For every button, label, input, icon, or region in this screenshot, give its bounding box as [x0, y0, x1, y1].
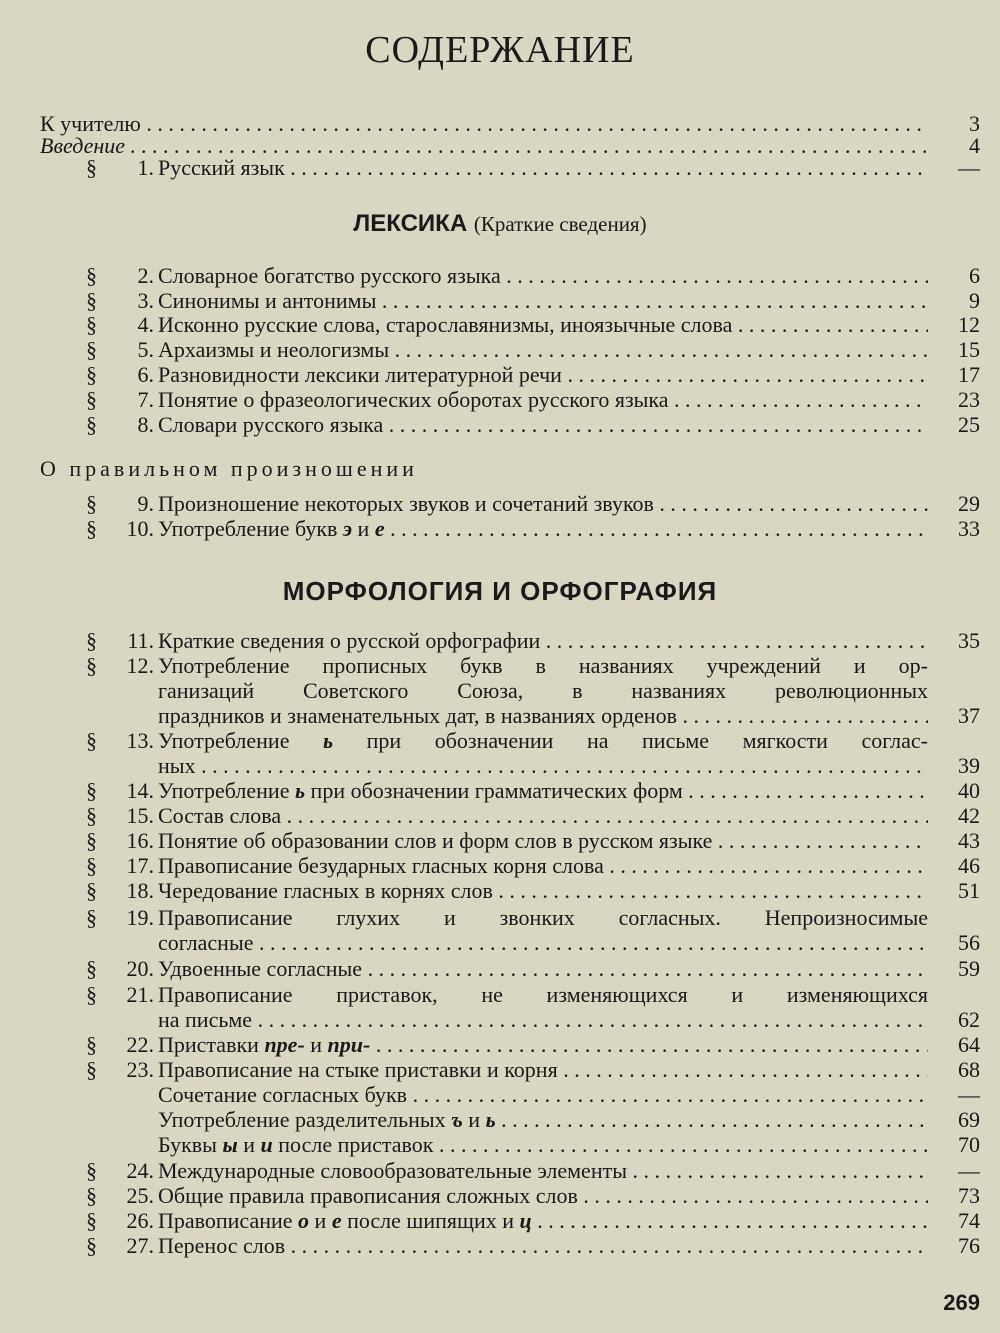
entry-page: 35 [958, 628, 980, 653]
entry-text: Чередование гласных в корнях слов . . . [158, 879, 928, 903]
section-heading-lexika [0, 210, 1000, 238]
entry-text: Понятие об образовании слов и форм слов в русском языке . . . [158, 829, 928, 853]
text-part: после приставок [272, 1133, 434, 1157]
entry-page: 40 [958, 778, 980, 803]
text-part: после шипящих и [341, 1209, 520, 1233]
entry-text: Состав слова . . . [158, 804, 928, 828]
prefix-emphasis: при- [327, 1033, 371, 1057]
entry-page: 3 [969, 111, 980, 136]
text-part: Употребление разделительных [158, 1108, 452, 1132]
entry-text: Словари русского языка . . . [158, 413, 928, 437]
letter-emphasis: о [298, 1209, 310, 1233]
toc-entry [0, 313, 1000, 337]
toc-entry [0, 1184, 1000, 1208]
toc-entry [0, 413, 1000, 437]
toc-entry [0, 492, 1000, 516]
toc-entry [0, 112, 1000, 136]
entry-text: Общие правила правописания сложных слов . . . [158, 1184, 928, 1208]
toc-entry [0, 983, 1000, 1007]
section-sign: § [86, 1057, 97, 1082]
entry-page: 9 [969, 288, 980, 313]
entry-page: 12 [958, 312, 980, 337]
entry-text: Международные словообразовательные элементы . . . [158, 1159, 928, 1183]
entry-number: 3. [137, 288, 154, 313]
entry-number: 22. [126, 1032, 154, 1057]
toc-subentry [0, 1083, 1000, 1107]
entry-text: ных . . . [158, 754, 928, 778]
entry-number: 18. [126, 878, 154, 903]
entry-text: Краткие сведения о русской орфографии . . . [158, 629, 928, 653]
entry-number: 19. [126, 905, 154, 930]
entry-page: 62 [958, 1007, 980, 1032]
section-sign: § [86, 1208, 97, 1233]
section-sign: § [86, 1233, 97, 1258]
entry-text: Правописание безударных гласных корня слова . . . [158, 854, 928, 878]
section-sign: § [86, 853, 97, 878]
letter-emphasis: ц [519, 1209, 532, 1233]
entry-text: Архаизмы и неологизмы . . . [158, 338, 928, 362]
entry-text [158, 1209, 928, 1233]
entry-text [158, 517, 928, 541]
text-part: и [304, 1033, 328, 1057]
toc-entry-continuation [0, 754, 1000, 778]
entry-text: Понятие о фразеологических оборотах русского языка . . . [158, 388, 928, 412]
entry-page: 6 [969, 263, 980, 288]
letter-emphasis: ы [222, 1133, 238, 1157]
entry-number: 10. [126, 516, 154, 541]
text-part: Употребление [158, 779, 295, 803]
section-subtitle: (Краткие сведения) [473, 212, 647, 236]
entry-page: 69 [958, 1107, 980, 1132]
entry-text: на письме . . . [158, 1008, 928, 1032]
entry-number: 8. [137, 412, 154, 437]
section-sign: § [86, 155, 97, 180]
toc-entry [0, 1033, 1000, 1057]
entry-text: согласные . . . [158, 931, 928, 955]
toc-entry [0, 388, 1000, 412]
entry-page: 68 [958, 1057, 980, 1082]
entry-text: Сочетание согласных букв . . . [158, 1083, 928, 1107]
entry-number: 9. [137, 491, 154, 516]
toc-entry [0, 779, 1000, 803]
section-sign: § [86, 1032, 97, 1057]
section-sign: § [86, 905, 97, 930]
toc-entry [0, 829, 1000, 853]
entry-number: 20. [126, 956, 154, 981]
entry-page: 59 [958, 956, 980, 981]
toc-entry [0, 264, 1000, 288]
entry-number: 2. [137, 263, 154, 288]
text-part: и [352, 517, 375, 541]
entry-page: 33 [958, 516, 980, 541]
section-sign: § [86, 387, 97, 412]
section-sign: § [86, 982, 97, 1007]
entry-text: Введение . . . [40, 134, 928, 158]
entry-text: Правописание приставок, не изменяющихся и изменяющихся [158, 983, 928, 1007]
section-sign: § [86, 491, 97, 516]
entry-page: 70 [958, 1132, 980, 1157]
entry-number: 16. [126, 828, 154, 853]
letter-emphasis: ь [485, 1108, 496, 1132]
entry-page: 74 [958, 1208, 980, 1233]
toc-entry [0, 729, 1000, 753]
entry-text: К учителю . . . [40, 112, 928, 136]
section-sign: § [86, 728, 97, 753]
entry-text: Разновидности лексики литературной речи . . . [158, 363, 928, 387]
entry-text [158, 729, 928, 753]
text-part: при обозначении на письме мягкости соглас- [333, 729, 928, 753]
entry-text: Удвоенные согласные . . . [158, 957, 928, 981]
entry-number: 5. [137, 337, 154, 362]
entry-page: 17 [958, 362, 980, 387]
toc-entry-continuation [0, 931, 1000, 955]
letter-emphasis: ъ [451, 1108, 463, 1132]
entry-number: 21. [126, 982, 154, 1007]
section-sign: § [86, 956, 97, 981]
entry-page: 4 [969, 133, 980, 158]
entry-number: 15. [126, 803, 154, 828]
text-part: Употребление [158, 729, 324, 753]
toc-entry [0, 879, 1000, 903]
entry-page: 15 [958, 337, 980, 362]
entry-page: 25 [958, 412, 980, 437]
page-number: 269 [943, 1290, 980, 1315]
entry-number: 27. [126, 1233, 154, 1258]
section-sign: § [86, 1183, 97, 1208]
toc-entry [0, 338, 1000, 362]
section-sign: § [86, 362, 97, 387]
toc-entry [0, 906, 1000, 930]
entry-number: 6. [137, 362, 154, 387]
section-sign: § [86, 412, 97, 437]
entry-page: 73 [958, 1183, 980, 1208]
entry-page: 23 [958, 387, 980, 412]
toc-entry [0, 363, 1000, 387]
toc-entry [0, 289, 1000, 313]
text-part: Буквы [158, 1133, 223, 1157]
toc-subentry [0, 1133, 1000, 1157]
section-sign: § [86, 337, 97, 362]
section-title: МОРФОЛОГИЯ И ОРФОГРАФИЯ [282, 576, 718, 606]
entry-number: 25. [126, 1183, 154, 1208]
toc-entry [0, 1058, 1000, 1082]
entry-number: 4. [137, 312, 154, 337]
text-part: Приставки [158, 1033, 265, 1057]
section-title: ЛЕКСИКА [353, 210, 468, 237]
prefix-emphasis: пре- [264, 1033, 305, 1057]
text-part: при обозначении грамматических форм [305, 779, 683, 803]
entry-page: 43 [958, 828, 980, 853]
section-sign: § [86, 878, 97, 903]
entry-page: 37 [958, 703, 980, 728]
entry-text: Произношение некоторых звуков и сочетаний звуков . . . [158, 492, 928, 516]
toc-entry [0, 1159, 1000, 1183]
letter-emphasis: э [342, 517, 353, 541]
entry-text: Синонимы и антонимы . . . [158, 289, 928, 313]
entry-text [158, 1133, 928, 1157]
entry-text: праздников и знаменательных дат, в названиях орденов . . . [158, 704, 928, 728]
entry-page: 42 [958, 803, 980, 828]
entry-number: 7. [137, 387, 154, 412]
entry-text: Употребление прописных букв в названиях учреждений и ор- [158, 654, 928, 678]
section-sign: § [86, 312, 97, 337]
letter-emphasis: и [260, 1133, 273, 1157]
toc-entry [0, 654, 1000, 678]
section-sign: § [86, 653, 97, 678]
section-sign: § [86, 628, 97, 653]
toc-entry [0, 517, 1000, 541]
entry-number: 24. [126, 1158, 154, 1183]
toc-entry [0, 804, 1000, 828]
letter-emphasis: е [331, 1209, 342, 1233]
entry-text: Перенос слов . . . [158, 1234, 928, 1258]
entry-page: 29 [958, 491, 980, 516]
entry-text: Русский язык . . . [158, 156, 928, 180]
entry-text: ганизаций Советского Союза, в названиях революционных [158, 679, 928, 703]
entry-number: 12. [126, 653, 154, 678]
toc-entry [0, 1234, 1000, 1258]
entry-text [158, 1108, 928, 1132]
letter-emphasis: е [374, 517, 385, 541]
entry-text: Правописание глухих и звонких согласных. Непроизносимые [158, 906, 928, 930]
entry-page: 51 [958, 878, 980, 903]
entry-page: 39 [958, 753, 980, 778]
entry-page: — [958, 1082, 980, 1107]
text-part: и [237, 1133, 261, 1157]
entry-page: — [958, 1158, 980, 1183]
toc-entry [0, 957, 1000, 981]
section-sign: § [86, 288, 97, 313]
section-heading-morphology [0, 576, 1000, 607]
section-sign: § [86, 263, 97, 288]
entry-text [158, 779, 928, 803]
toc-entry [0, 854, 1000, 878]
text-part: Употребление букв [158, 517, 343, 541]
letter-emphasis: ь [323, 729, 334, 753]
section-sign: § [86, 828, 97, 853]
toc-entry-continuation [0, 1008, 1000, 1032]
toc-entry [0, 1209, 1000, 1233]
entry-number: 1. [137, 155, 154, 180]
section-sign: § [86, 516, 97, 541]
entry-text: Правописание на стыке приставки и корня . . . [158, 1058, 928, 1082]
section-sign: § [86, 1158, 97, 1183]
entry-number: 26. [126, 1208, 154, 1233]
entry-text [158, 1033, 928, 1057]
entry-number: 23. [126, 1057, 154, 1082]
text-part: и [309, 1209, 332, 1233]
entry-number: 17. [126, 853, 154, 878]
toc-entry [0, 629, 1000, 653]
toc-subentry [0, 1108, 1000, 1132]
letter-emphasis: ь [294, 779, 306, 803]
entry-text: Словарное богатство русского языка . . . [158, 264, 928, 288]
toc-entry [0, 156, 1000, 180]
text-part: и [462, 1108, 486, 1132]
entry-number: 13. [126, 728, 154, 753]
page-title: СОДЕРЖАНИЕ [365, 29, 635, 71]
toc-entry-continuation [0, 679, 1000, 703]
text-part: Правописание [158, 1209, 299, 1233]
section-sign: § [86, 778, 97, 803]
entry-number: 11. [127, 628, 154, 653]
entry-number: 14. [126, 778, 154, 803]
subheading-pronunciation: О правильном произношении [40, 456, 418, 481]
entry-page: — [958, 155, 980, 180]
entry-page: 46 [958, 853, 980, 878]
entry-page: 64 [958, 1032, 980, 1057]
entry-text: Исконно русские слова, старославянизмы, иноязычные слова . . . [158, 313, 928, 337]
toc-entry-continuation [0, 704, 1000, 728]
entry-page: 56 [958, 930, 980, 955]
section-sign: § [86, 803, 97, 828]
entry-page: 76 [958, 1233, 980, 1258]
